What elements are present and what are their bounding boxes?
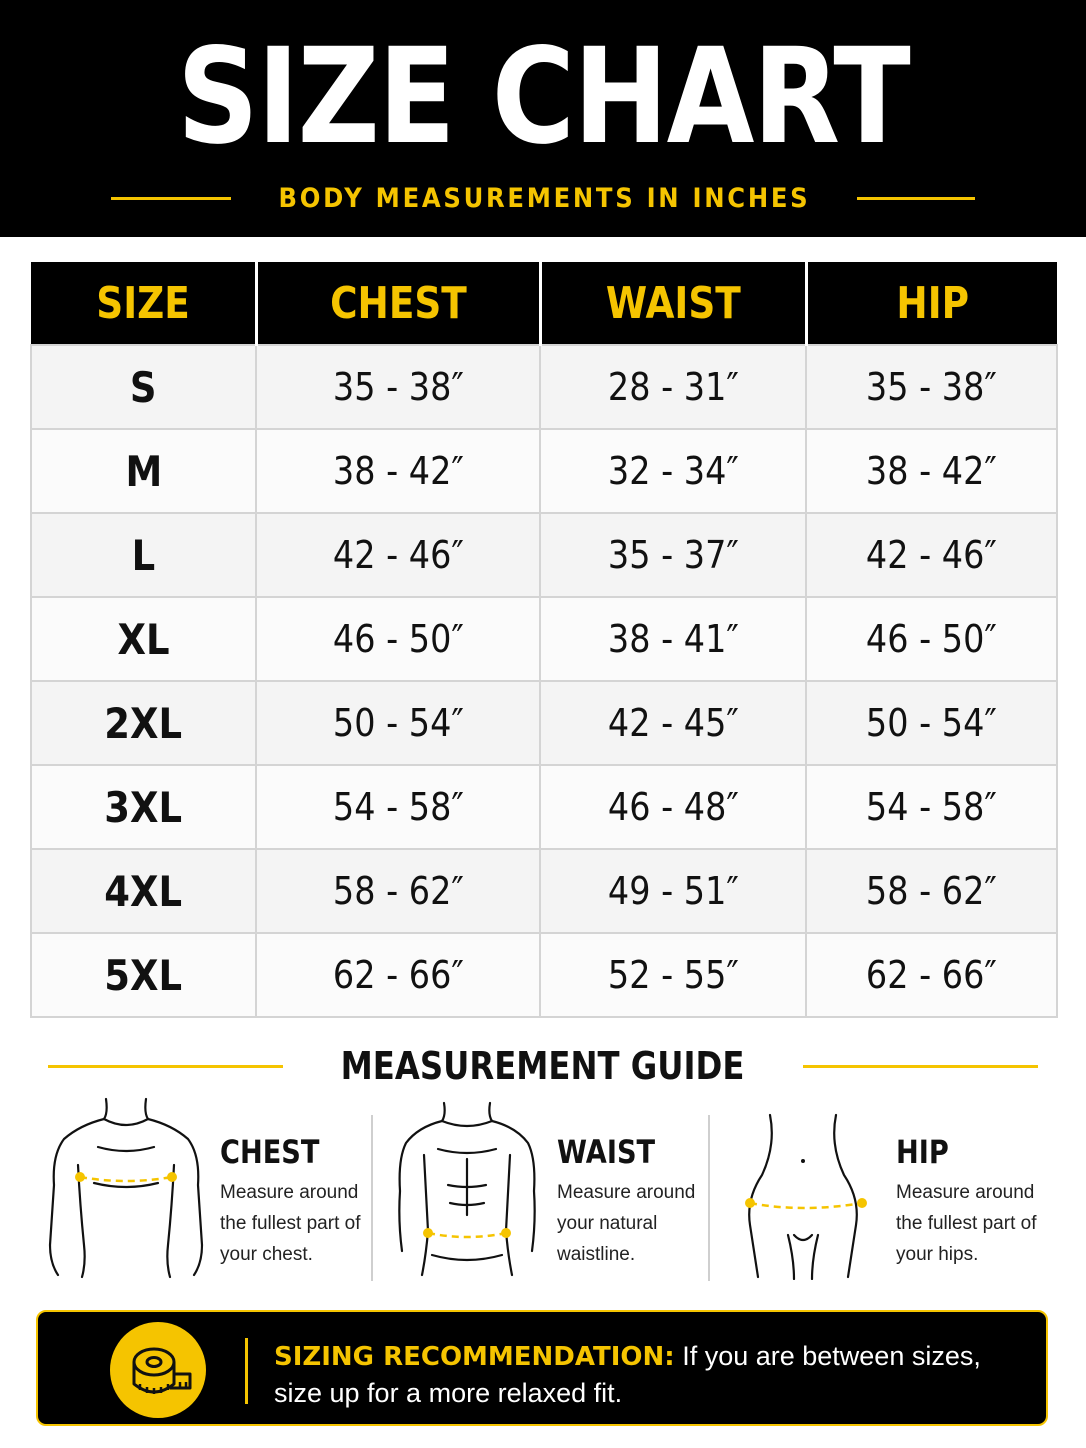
table-row [31,597,1057,681]
column-header-hip: HIP [806,262,1057,345]
size-cell: S [31,345,256,429]
chest-guide-description: Measure around the fullest part of your chest. [220,1182,361,1265]
chest-figure-icon [44,1095,209,1280]
chest-cell: 46 - 50″ [256,597,540,681]
size-cell: XL [31,597,256,681]
chest-guide-text [220,1133,370,1270]
table-row [31,933,1057,1017]
chest-cell: 35 - 38″ [256,345,540,429]
subtitle-row [0,180,1086,216]
waist-figure-icon [392,1095,542,1280]
guide-item-waist [392,1095,702,1285]
size-cell: 4XL [31,849,256,933]
recommendation-label: SIZING RECOMMENDATION: [274,1342,675,1372]
waist-cell: 38 - 41″ [540,597,806,681]
chest-cell: 42 - 46″ [256,513,540,597]
chest-guide-heading: CHEST [220,1133,320,1171]
table-row [31,849,1057,933]
table-row [31,765,1057,849]
subtitle-rule-left [111,197,231,200]
waist-guide-description: Measure around your natural waistline. [557,1182,696,1265]
size-cell: M [31,429,256,513]
guide-rule-right [803,1065,1038,1068]
size-cell: 3XL [31,765,256,849]
page-subtitle: BODY MEASUREMENTS IN INCHES [278,182,810,214]
guide-divider [708,1115,710,1281]
column-header-waist: WAIST [540,262,806,345]
size-cell: L [31,513,256,597]
recommendation-body: If you are between sizes, size up for a more relaxed fit. [274,1341,981,1408]
hip-cell: 62 - 66″ [806,933,1057,1017]
recommendation-text [274,1338,1014,1411]
chest-cell: 58 - 62″ [256,849,540,933]
hip-cell: 46 - 50″ [806,597,1057,681]
waist-cell: 52 - 55″ [540,933,806,1017]
guide-divider [371,1115,373,1281]
waist-cell: 35 - 37″ [540,513,806,597]
hip-cell: 50 - 54″ [806,681,1057,765]
chest-cell: 62 - 66″ [256,933,540,1017]
sizing-recommendation-box [36,1310,1048,1426]
waist-guide-heading: WAIST [557,1133,656,1171]
measurement-guide-header [48,1043,1038,1089]
guide-rule-left [48,1065,283,1068]
chest-cell: 38 - 42″ [256,429,540,513]
guide-item-hip [736,1095,1056,1285]
hip-cell: 35 - 38″ [806,345,1057,429]
subtitle-rule-right [857,197,975,200]
waist-cell: 46 - 48″ [540,765,806,849]
table-row [31,345,1057,429]
chest-cell: 50 - 54″ [256,681,540,765]
waist-cell: 28 - 31″ [540,345,806,429]
size-cell: 5XL [31,933,256,1017]
waist-cell: 32 - 34″ [540,429,806,513]
measurement-guide-title: MEASUREMENT GUIDE [341,1044,745,1088]
size-cell: 2XL [31,681,256,765]
recommendation-divider [245,1338,248,1404]
hip-guide-heading: HIP [896,1133,949,1171]
waist-cell: 42 - 45″ [540,681,806,765]
page-title: SIZE CHART [176,20,910,174]
table-header-row [31,262,1057,345]
hip-cell: 42 - 46″ [806,513,1057,597]
measuring-tape-icon [110,1322,206,1418]
column-header-size: SIZE [31,262,256,345]
hip-guide-description: Measure around the fullest part of your hips. [896,1182,1037,1265]
header-banner [0,0,1086,237]
hip-cell: 38 - 42″ [806,429,1057,513]
table-row [31,513,1057,597]
hip-guide-text [896,1133,1046,1270]
table-row [31,429,1057,513]
hip-cell: 58 - 62″ [806,849,1057,933]
size-table [30,262,1058,1018]
guide-item-chest [44,1095,364,1285]
waist-guide-text [557,1133,707,1270]
waist-cell: 49 - 51″ [540,849,806,933]
hip-figure-icon [736,1095,876,1280]
chest-cell: 54 - 58″ [256,765,540,849]
column-header-chest: CHEST [256,262,540,345]
hip-cell: 54 - 58″ [806,765,1057,849]
table-row [31,681,1057,765]
